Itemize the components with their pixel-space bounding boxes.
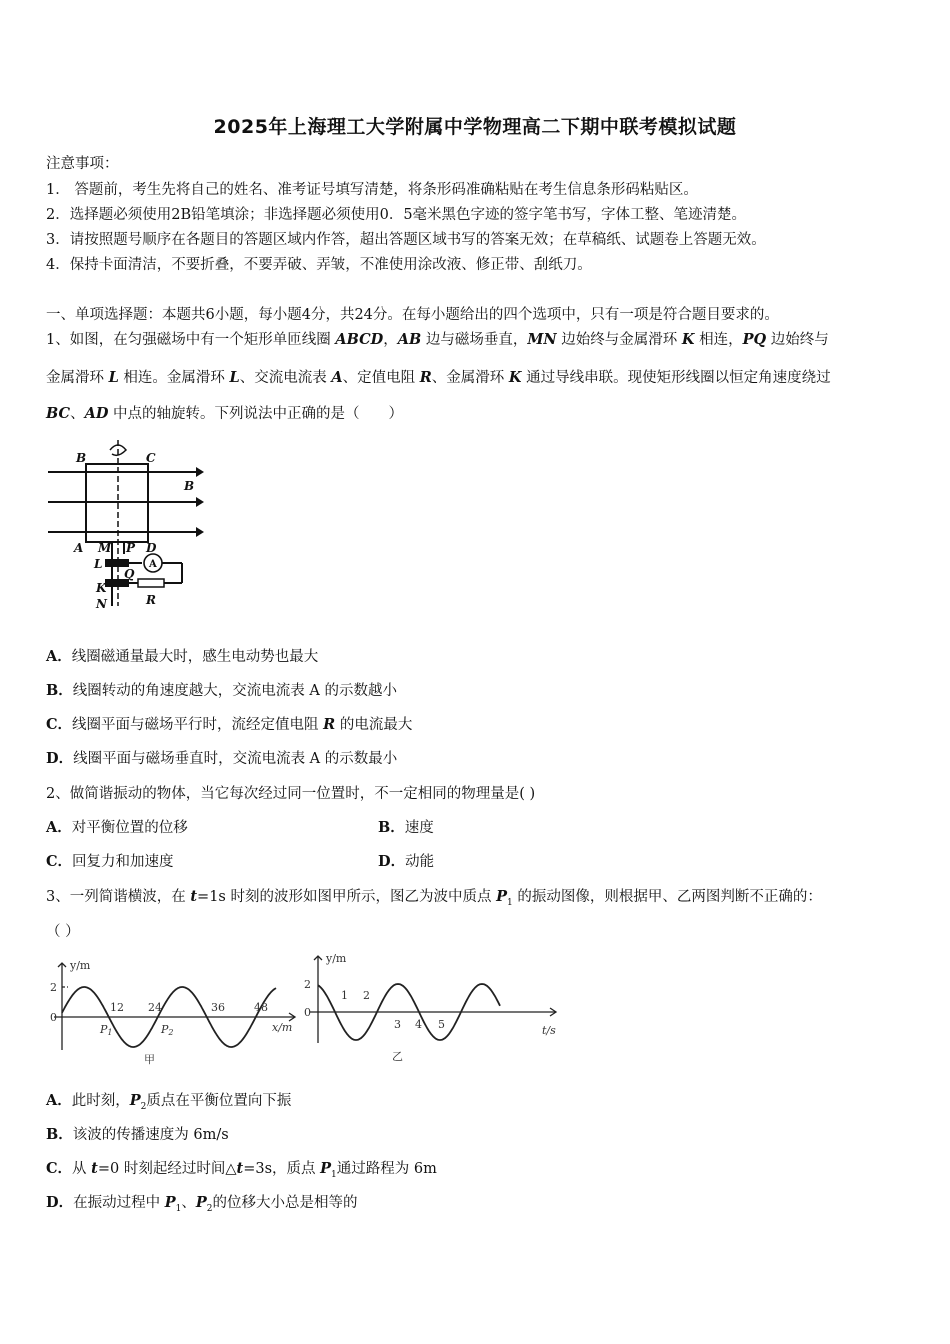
graph-a-tick-24: 24 (148, 1001, 162, 1014)
notice-item-1: 1． 答题前，考生先将自己的姓名、准考证号填写清楚，将条形码准确粘贴在考生信息条形码粘贴区。 (46, 182, 698, 198)
graph-a-tick-48: 48 (254, 1001, 268, 1014)
fig-label-k: K (96, 581, 107, 595)
fig-label-q: Q (124, 567, 135, 581)
fig-label-l: L (94, 557, 103, 571)
graph-b-ylabel: y/m (326, 952, 347, 965)
graph-b-caption: 乙 (392, 1050, 403, 1063)
q1-option-b[interactable]: B．线圈转动的角速度越大，交流电流表 A 的示数越小 (46, 682, 397, 699)
graph-a-p2: P2 (161, 1023, 174, 1037)
fig-label-n: N (96, 597, 107, 611)
fig-label-a: A (74, 541, 84, 555)
q2-option-c[interactable]: C．回复力和加速度 (46, 853, 174, 870)
graph-b-tick-4: 4 (415, 1018, 422, 1031)
q3-option-c[interactable]: C．从 t=0 时刻起经过时间△t=3s，质点 $P_1$通过路程为 6m (46, 1160, 437, 1180)
graph-a-tick-36: 36 (211, 1001, 225, 1014)
graph-a-y2: 2 (50, 981, 57, 994)
fig-label-r: R (146, 593, 156, 607)
q1-stem-line3: BC、AD 中点的轴旋转。下列说法中正确的是（ ） (46, 405, 404, 422)
q1-stem-line1: 1、如图，在匀强磁场中有一个矩形单匝线圈 ABCD，AB 边与磁场垂直，MN 边始终与金属滑环 K 相连，PQ 边始终与 (46, 331, 829, 348)
q3-stem-line2: （ ） (46, 924, 80, 940)
q1-coil-figure (46, 436, 206, 616)
q3-wave-graph (44, 955, 304, 1070)
q3-option-a[interactable]: A．此时刻，$P_2$质点在平衡位置向下振 (46, 1092, 292, 1112)
q2-option-a[interactable]: A．对平衡位置的位移 (46, 819, 188, 836)
notice-item-3: 3．请按照题号顺序在各题目的答题区域内作答，超出答题区域书写的答案无效；在草稿纸、试题卷上答题无效。 (46, 232, 766, 248)
notice-heading: 注意事项： (46, 156, 119, 172)
q3-vibration-graph (300, 948, 562, 1070)
q1-option-d[interactable]: D．线圈平面与磁场垂直时，交流电流表 A 的示数最小 (46, 750, 398, 767)
fig-label-d: D (146, 541, 157, 555)
fig-ammeter-label: A (149, 559, 157, 570)
fig-label-b: B (76, 451, 87, 465)
notice-item-4: 4．保持卡面清洁，不要折叠，不要弄破、弄皱，不准使用涂改液、修正带、刮纸刀。 (46, 257, 592, 273)
notice-item-2: 2．选择题必须使用2B铅笔填涂；非选择题必须使用0．5毫米黑色字迹的签字笔书写，字体工整、笔迹清楚。 (46, 207, 747, 223)
graph-b-tick-2: 2 (363, 989, 370, 1002)
graph-a-ylabel: y/m (70, 959, 91, 972)
q1-stem-line2: 金属滑环 L 相连。金属滑环 L、交流电流表 A、定值电阻 R、金属滑环 K 通过导线串联。现使矩形线圈以恒定角速度绕过 (46, 369, 831, 386)
q2-option-b[interactable]: B．速度 (378, 819, 434, 836)
graph-b-xlabel: t/s (542, 1024, 556, 1037)
q2-stem: 2、做简谐振动的物体，当它每次经过同一位置时，不一定相同的物理量是( ) (46, 786, 536, 802)
graph-b-y0: 0 (304, 1006, 311, 1019)
graph-a-caption: 甲 (144, 1053, 155, 1066)
graph-a-xlabel: x/m (272, 1021, 293, 1034)
graph-a-p1: P1 (100, 1023, 113, 1037)
fig-label-c: C (146, 451, 156, 465)
graph-b-tick-5: 5 (438, 1018, 445, 1031)
fig-label-m: M (98, 541, 112, 555)
q3-option-b[interactable]: B．该波的传播速度为 6m/s (46, 1126, 229, 1143)
graph-b-tick-1: 1 (341, 989, 348, 1002)
section-heading: 一、单项选择题：本题共6小题，每小题4分，共24分。在每小题给出的四个选项中，只有一项是符合题目要求的。 (46, 307, 779, 323)
fig-label-p: P (126, 541, 136, 555)
q1-option-c[interactable]: C．线圈平面与磁场平行时，流经定值电阻 R 的电流最大 (46, 716, 413, 733)
graph-a-y0: 0 (50, 1011, 57, 1024)
page-title: 2025年上海理工大学附属中学物理高二下期中联考模拟试题 (213, 116, 737, 138)
q1-option-a[interactable]: A．线圈磁通量最大时，感生电动势也最大 (46, 648, 319, 665)
q3-option-d[interactable]: D．在振动过程中 $P_1$、$P_2$的位移大小总是相等的 (46, 1194, 358, 1214)
graph-a-tick-12: 12 (110, 1001, 124, 1014)
fig-label-field: B (184, 479, 195, 493)
q3-stem-line1: 3、一列简谐横波，在 t=1s 时刻的波形如图甲所示，图乙为波中质点 $P_1$ 的振动图像，则根据甲、乙两图判断不正确的： (46, 888, 822, 908)
graph-b-tick-3: 3 (394, 1018, 401, 1031)
graph-b-y2: 2 (304, 978, 311, 991)
q2-option-d[interactable]: D．动能 (378, 853, 435, 870)
